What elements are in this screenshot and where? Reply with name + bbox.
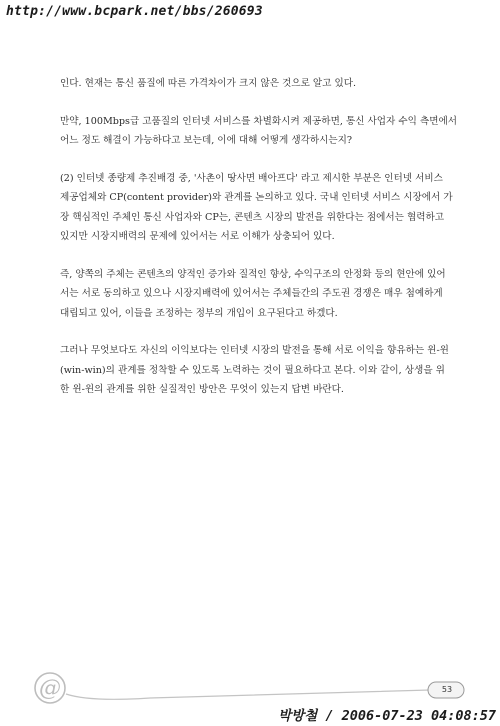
text-line: 어느 정도 해결이 가능하다고 보는데, 이에 대해 어떻게 생각하시는지? [60, 135, 353, 146]
text-line: 서는 서로 동의하고 있으나 시장지배력에 있어서는 주체들간의 주도권 경쟁은 매우 첨예하게 [60, 288, 443, 299]
text-line: 만약, 100Mbps급 고품질의 인터넷 서비스를 차별화시켜 제공하면, 통신 사업자 수익 측면에서 [60, 115, 458, 127]
at-sign-icon [35, 673, 65, 703]
source-url-stamp: http://www.bcpark.net/bbs/260693 [6, 4, 263, 19]
text-line: (win-win)의 관계를 정착할 수 있도록 노력하는 것이 필요하다고 본다. 이와 같이, 상생을 위 [60, 364, 445, 376]
text-line: 인다. 현재는 통신 품질에 따른 가격차이가 크지 않은 것으로 알고 있다. [60, 78, 357, 89]
footer-rule [66, 690, 430, 699]
author-date-stamp: 박방철 / 2006-07-23 04:08:57 [278, 708, 496, 724]
footer-ornament [30, 668, 470, 708]
paragraph [60, 169, 465, 247]
text-line: 있지만 시장지배력의 문제에 있어서는 서로 이해가 상충되어 있다. [60, 231, 335, 242]
text-line: 대립되고 있어, 이들을 조정하는 정부의 개입이 요구된다고 하겠다. [60, 307, 338, 319]
text-line: (2) 인터넷 종량제 추진배경 중, '사촌이 땅사면 배아프다' 라고 제시한 부분은 인터넷 서비스 [60, 172, 443, 184]
paragraph [60, 74, 465, 94]
svg-text:@: @ [39, 676, 61, 701]
document-body [60, 74, 465, 418]
page-number: 53 [441, 685, 453, 694]
paragraph [60, 112, 465, 151]
text-line: 즉, 양쪽의 주체는 콘텐츠의 양적인 증가와 질적인 향상, 수익구조의 안정화 등의 현안에 있어 [60, 268, 446, 280]
paragraph [60, 265, 465, 324]
text-line: 한 윈-윈의 관계를 위한 실질적인 방안은 무엇이 있는지 답변 바란다. [60, 384, 344, 395]
text-line: 그러나 무엇보다도 자신의 이익보다는 인터넷 시장의 발전을 통해 서로 이익을 향유하는 윈-윈 [60, 345, 449, 356]
text-line: 장 핵심적인 주체인 통신 사업자와 CP는, 콘텐츠 시장의 발전을 위한다는 점에서는 협력하고 [60, 211, 445, 223]
text-line: 제공업체와 CP(content provider)와 관계를 논의하고 있다. 국내 인터넷 서비스 시장에서 가 [60, 192, 453, 203]
paragraph [60, 341, 465, 400]
